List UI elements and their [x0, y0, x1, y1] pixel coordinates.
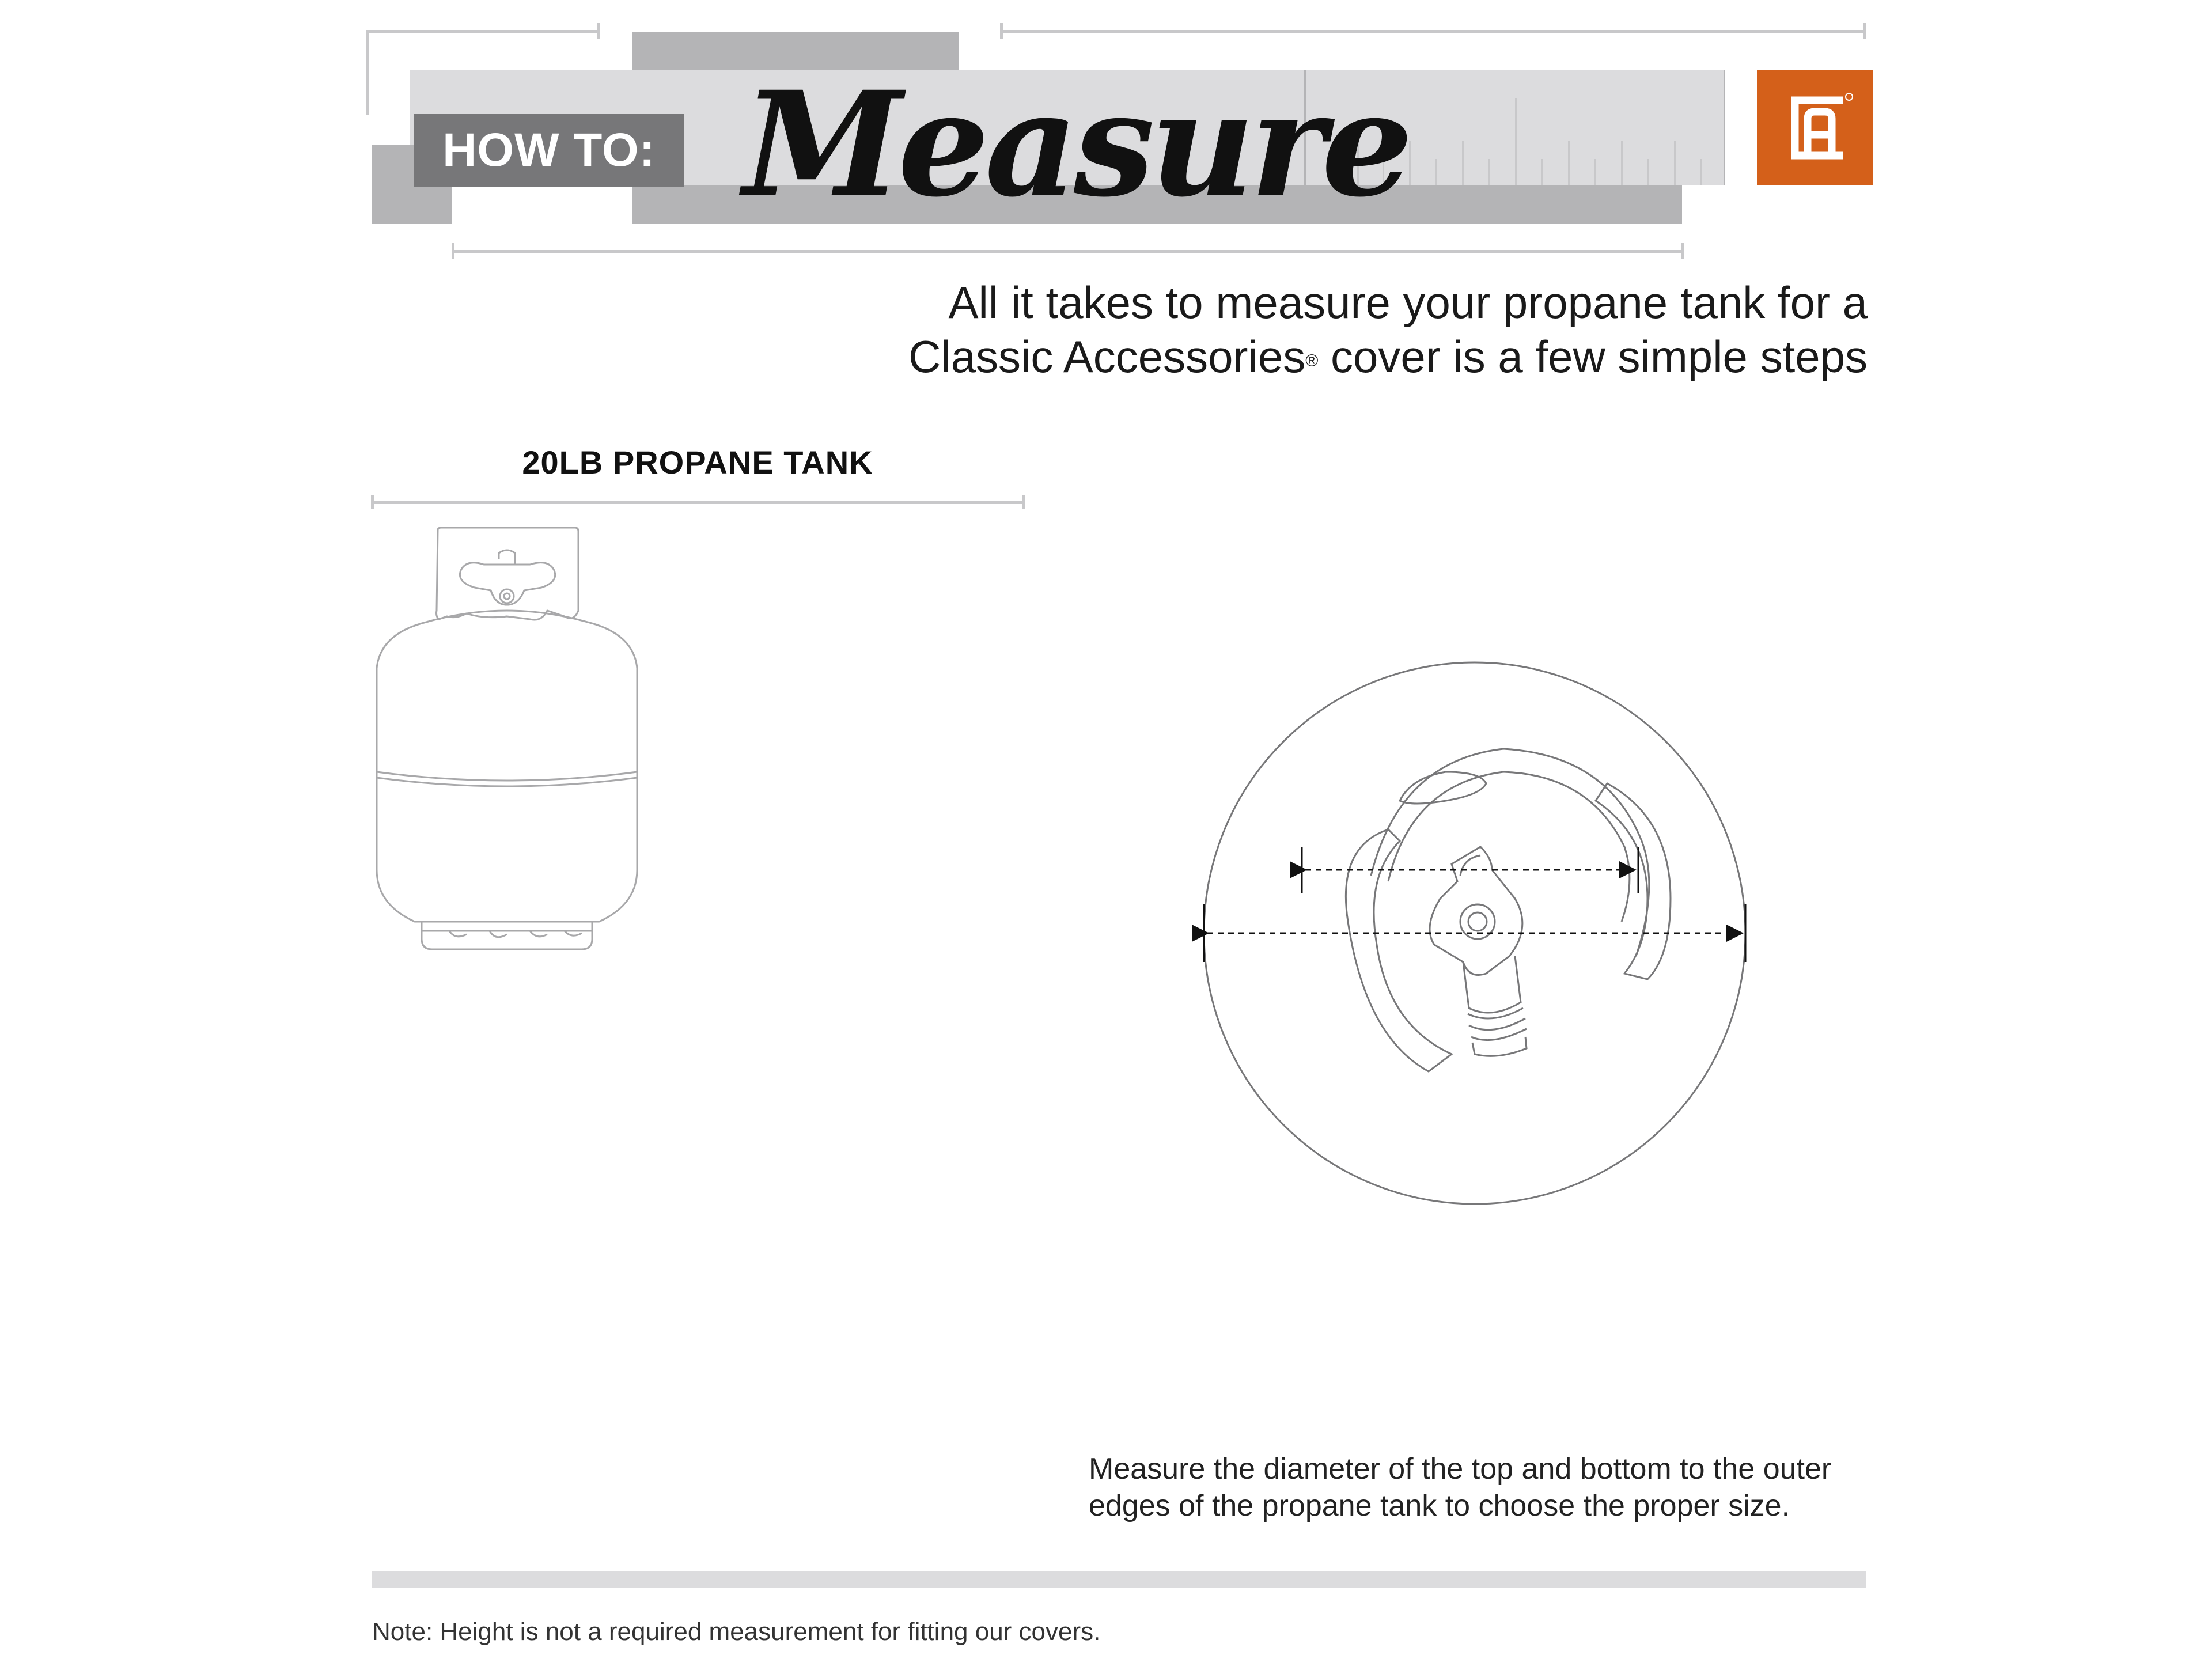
header-frame-line	[597, 23, 600, 39]
heading-underline-cap	[371, 495, 374, 509]
header-frame-line	[1000, 23, 1003, 39]
ruler-tick	[1674, 141, 1676, 185]
instruction-text: Measure the diameter of the top and bottom to the outer edges of the propane tank to choose the proper size.	[1089, 1452, 1832, 1522]
footer-divider	[372, 1571, 1866, 1588]
tank-heading: 20LB PROPANE TANK	[522, 444, 873, 480]
ruler-tick	[1409, 141, 1411, 185]
subtitle-line	[888, 329, 1868, 384]
heading-underline-cap	[1022, 495, 1025, 509]
propane-tank-side-icon	[369, 524, 651, 956]
subtitle	[888, 275, 1868, 384]
ruler-tick	[1488, 159, 1490, 185]
brand-name: Classic Accessories	[908, 331, 1306, 382]
ruler-tick	[1541, 159, 1543, 185]
classic-accessories-logo-icon	[1757, 70, 1873, 185]
ruler-tick	[1700, 159, 1702, 185]
propane-tank-top-diameter-icon	[1192, 657, 1757, 1221]
subtitle-line: All it takes to measure your propane tank for a	[948, 277, 1868, 328]
header-frame-line	[366, 30, 597, 33]
subtitle-end: cover is a few simple steps	[1318, 331, 1868, 382]
heading-underline	[371, 501, 1024, 504]
header-frame-line	[452, 250, 1683, 253]
ruler-tick	[1515, 98, 1517, 185]
page-title: Measure	[743, 59, 1409, 229]
howto-label: HOW TO:	[414, 114, 684, 187]
header-frame-line	[1863, 23, 1866, 39]
ruler-tick	[1647, 159, 1649, 185]
header-frame-line	[1000, 30, 1865, 33]
ruler-tick	[1621, 141, 1623, 185]
header-frame-line	[1681, 243, 1684, 259]
ruler-tick	[1435, 159, 1437, 185]
header-frame-line	[452, 243, 454, 259]
footnote: Note: Height is not a required measurement for fitting our covers.	[372, 1618, 1101, 1646]
ruler-tick	[1462, 141, 1464, 185]
registered-mark: ®	[1305, 351, 1319, 370]
ruler-tick	[1594, 159, 1596, 185]
header-frame-line	[366, 30, 369, 115]
ruler-tick	[1568, 141, 1570, 185]
ruler-tick	[1724, 70, 1725, 185]
